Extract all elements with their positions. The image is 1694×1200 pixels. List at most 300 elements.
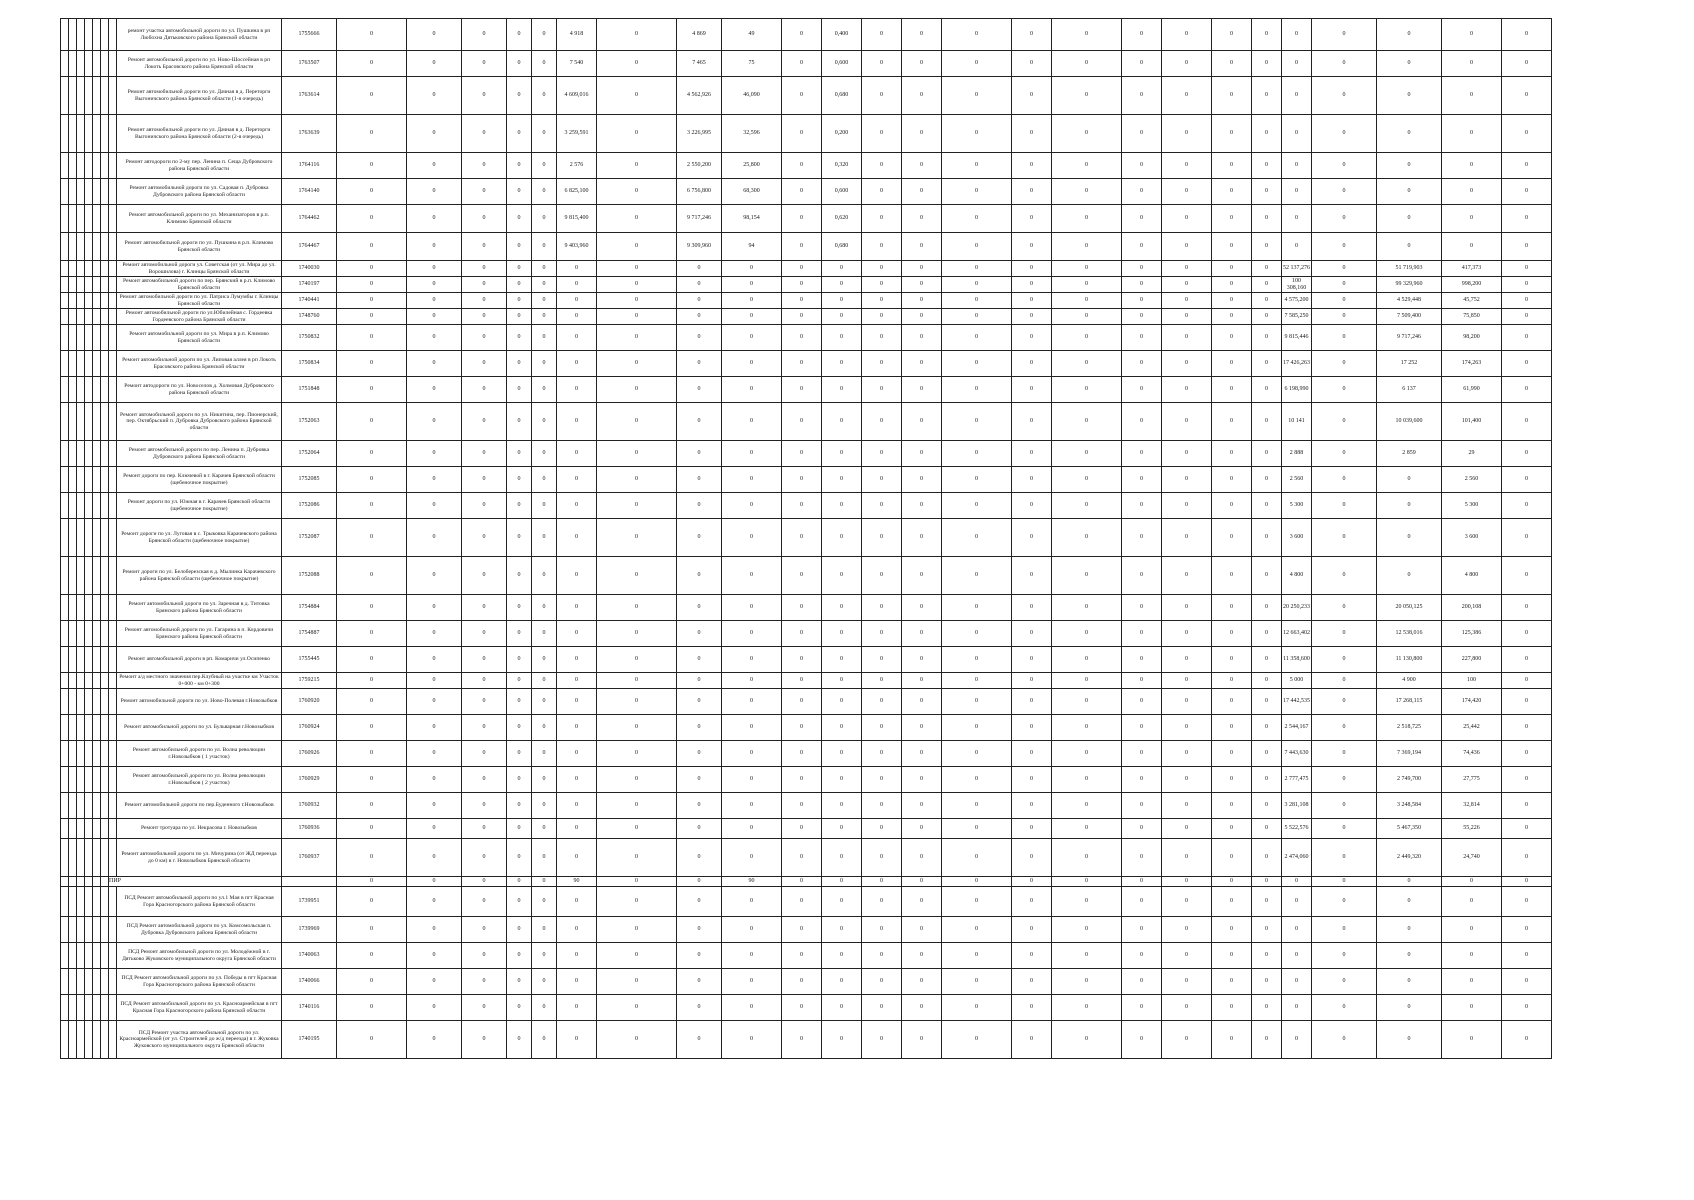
value-cell: 0 <box>337 77 407 115</box>
group-label: ПИР <box>109 877 282 887</box>
value-cell: 0 <box>902 877 942 887</box>
value-cell: 0 <box>902 969 942 995</box>
value-cell: 0 <box>1502 689 1552 715</box>
value-cell: 99 329,960 <box>1377 277 1442 293</box>
value-cell: 0 <box>1122 995 1162 1021</box>
value-cell: 0 <box>597 647 677 673</box>
value-cell: 0 <box>942 77 1012 115</box>
value-cell: 0 <box>1052 377 1122 403</box>
value-cell: 0 <box>1012 51 1052 77</box>
value-cell: 0 <box>1252 943 1282 969</box>
table-row <box>61 351 1592 377</box>
value-cell: 0 <box>337 887 407 917</box>
value-cell: 0 <box>407 441 462 467</box>
value-cell: 17 268,115 <box>1377 689 1442 715</box>
object-code-cell: 1752064 <box>282 441 337 467</box>
value-cell: 0 <box>532 309 557 325</box>
value-cell: 0 <box>1252 595 1282 621</box>
spacer-cell <box>85 995 93 1021</box>
value-cell: 0 <box>722 441 782 467</box>
value-cell: 0 <box>822 309 862 325</box>
value-cell: 0 <box>1312 351 1377 377</box>
spacer-cell <box>61 309 69 325</box>
value-cell: 0 <box>1052 917 1122 943</box>
value-cell: 0 <box>462 689 507 715</box>
spacer-cell <box>61 767 69 793</box>
value-cell: 0 <box>1312 309 1377 325</box>
value-cell: 0 <box>597 51 677 77</box>
value-cell: 0 <box>942 689 1012 715</box>
value-cell: 5 000 <box>1282 673 1312 689</box>
value-cell: 0 <box>1122 115 1162 153</box>
value-cell: 0 <box>462 1021 507 1059</box>
value-cell: 0 <box>1212 467 1252 493</box>
value-cell: 200,108 <box>1442 595 1502 621</box>
spacer-cell <box>69 673 77 689</box>
value-cell: 0 <box>462 277 507 293</box>
value-cell: 0 <box>1312 1021 1377 1059</box>
value-cell: 0 <box>722 621 782 647</box>
value-cell: 0 <box>782 233 822 261</box>
value-cell: 61,990 <box>1442 377 1502 403</box>
value-cell: 0 <box>337 715 407 741</box>
spacer-cell <box>101 351 109 377</box>
value-cell: 0 <box>597 293 677 309</box>
value-cell: 98,154 <box>722 205 782 233</box>
object-name-cell: Ремонт автомобильной дороги по ул. Садовая п. Дубровка Дубровского района Брянской области <box>117 179 282 205</box>
value-cell: 0 <box>1122 277 1162 293</box>
value-cell: 0 <box>862 493 902 519</box>
spacer-cell <box>77 179 85 205</box>
value-cell: 0 <box>557 839 597 877</box>
value-cell: 0 <box>677 377 722 403</box>
value-cell: 24,740 <box>1442 839 1502 877</box>
value-cell: 4 800 <box>1442 557 1502 595</box>
value-cell: 4 900 <box>1377 673 1442 689</box>
value-cell: 0 <box>1377 493 1442 519</box>
spacer-cell <box>61 1021 69 1059</box>
value-cell: 5 467,350 <box>1377 819 1442 839</box>
value-cell: 0 <box>782 19 822 51</box>
value-cell: 0 <box>1312 377 1377 403</box>
spacer-cell <box>109 519 117 557</box>
value-cell: 0 <box>1502 179 1552 205</box>
value-cell: 0 <box>1252 557 1282 595</box>
value-cell: 0 <box>1502 741 1552 767</box>
value-cell: 0 <box>1012 179 1052 205</box>
value-cell: 0 <box>557 741 597 767</box>
spacer-cell <box>85 51 93 77</box>
spacer-cell <box>93 77 101 115</box>
value-cell: 0 <box>1162 233 1212 261</box>
object-code-cell: 1739951 <box>282 887 337 917</box>
value-cell: 0 <box>1012 621 1052 647</box>
value-cell: 0 <box>507 441 532 467</box>
value-cell: 0 <box>407 595 462 621</box>
value-cell: 0 <box>782 557 822 595</box>
spacer-cell <box>77 351 85 377</box>
value-cell: 0 <box>1502 205 1552 233</box>
table-row <box>61 595 1592 621</box>
table-row <box>61 557 1592 595</box>
value-cell: 0 <box>337 793 407 819</box>
table-row <box>61 519 1592 557</box>
spacer-cell <box>77 819 85 839</box>
object-code-cell: 1740030 <box>282 261 337 277</box>
spacer-cell <box>61 819 69 839</box>
table-row <box>61 277 1592 293</box>
spacer-cell <box>69 519 77 557</box>
value-cell: 0 <box>1052 621 1122 647</box>
value-cell: 0 <box>822 877 862 887</box>
value-cell: 0 <box>532 1021 557 1059</box>
value-cell: 9 815,446 <box>1282 325 1312 351</box>
value-cell: 0 <box>1052 887 1122 917</box>
value-cell: 0 <box>532 467 557 493</box>
value-cell: 0 <box>462 767 507 793</box>
document-sheet <box>60 18 1592 1059</box>
spacer-cell <box>93 673 101 689</box>
value-cell: 0 <box>532 293 557 309</box>
value-cell: 0 <box>1312 621 1377 647</box>
value-cell: 0 <box>722 493 782 519</box>
spacer-cell <box>61 261 69 277</box>
value-cell: 0 <box>407 839 462 877</box>
object-code-cell: 1764140 <box>282 179 337 205</box>
value-cell: 0 <box>1012 467 1052 493</box>
value-cell: 0 <box>1012 969 1052 995</box>
value-cell: 0 <box>597 839 677 877</box>
value-cell: 0 <box>1502 839 1552 877</box>
value-cell: 0 <box>1377 233 1442 261</box>
value-cell: 0 <box>862 351 902 377</box>
value-cell: 0 <box>337 995 407 1021</box>
value-cell: 0 <box>942 595 1012 621</box>
value-cell: 90 <box>722 877 782 887</box>
spacer-cell <box>109 441 117 467</box>
value-cell: 0 <box>407 917 462 943</box>
value-cell: 0 <box>862 557 902 595</box>
value-cell: 0 <box>507 261 532 277</box>
value-cell: 0 <box>1122 595 1162 621</box>
value-cell: 0 <box>1442 153 1502 179</box>
value-cell: 0 <box>1212 77 1252 115</box>
value-cell: 0 <box>1252 839 1282 877</box>
spacer-cell <box>93 441 101 467</box>
value-cell: 0 <box>1377 969 1442 995</box>
spacer-cell <box>109 467 117 493</box>
table-row <box>61 917 1592 943</box>
value-cell: 0 <box>507 877 532 887</box>
value-cell: 0 <box>1052 277 1122 293</box>
value-cell: 0 <box>407 233 462 261</box>
spacer-cell <box>77 377 85 403</box>
value-cell: 0 <box>1052 557 1122 595</box>
value-cell: 0 <box>677 325 722 351</box>
spacer-cell <box>101 621 109 647</box>
value-cell: 0 <box>822 819 862 839</box>
value-cell: 0 <box>862 179 902 205</box>
value-cell: 0 <box>677 595 722 621</box>
value-cell: 0 <box>1162 943 1212 969</box>
value-cell: 0 <box>1122 377 1162 403</box>
spacer-cell <box>85 277 93 293</box>
value-cell: 0 <box>1502 519 1552 557</box>
value-cell: 0 <box>1377 115 1442 153</box>
spacer-cell <box>93 715 101 741</box>
value-cell: 0 <box>337 467 407 493</box>
value-cell: 0 <box>822 441 862 467</box>
value-cell: 0 <box>507 293 532 309</box>
spacer-cell <box>93 557 101 595</box>
spacer-cell <box>109 595 117 621</box>
spacer-cell <box>85 325 93 351</box>
value-cell: 0 <box>1212 943 1252 969</box>
value-cell: 0 <box>677 519 722 557</box>
spacer-cell <box>93 689 101 715</box>
value-cell: 0 <box>1052 325 1122 351</box>
value-cell: 0 <box>1282 1021 1312 1059</box>
value-cell: 9 309,960 <box>677 233 722 261</box>
value-cell: 0 <box>1122 839 1162 877</box>
value-cell: 0 <box>782 261 822 277</box>
spacer-cell <box>69 741 77 767</box>
value-cell: 0 <box>1377 19 1442 51</box>
value-cell: 0 <box>1442 917 1502 943</box>
value-cell: 0 <box>1442 77 1502 115</box>
value-cell: 0 <box>1252 233 1282 261</box>
value-cell: 0 <box>1442 995 1502 1021</box>
spacer-cell <box>93 1021 101 1059</box>
spacer-cell <box>85 403 93 441</box>
value-cell: 6 825,100 <box>557 179 597 205</box>
value-cell: 0 <box>597 261 677 277</box>
group-row <box>61 877 1592 887</box>
value-cell: 0 <box>822 887 862 917</box>
value-cell: 0 <box>677 351 722 377</box>
spacer-cell <box>61 741 69 767</box>
value-cell: 0 <box>407 943 462 969</box>
value-cell: 0 <box>597 493 677 519</box>
spacer-cell <box>69 767 77 793</box>
value-cell: 0 <box>902 325 942 351</box>
value-cell: 0 <box>1122 261 1162 277</box>
code-cell <box>282 877 337 887</box>
spacer-cell <box>93 467 101 493</box>
table-row <box>61 493 1592 519</box>
value-cell: 27,775 <box>1442 767 1502 793</box>
value-cell: 0 <box>1252 293 1282 309</box>
spacer-cell <box>69 877 77 887</box>
value-cell: 0 <box>337 621 407 647</box>
value-cell: 0 <box>507 115 532 153</box>
value-cell: 0 <box>1252 325 1282 351</box>
value-cell: 0 <box>822 917 862 943</box>
spacer-cell <box>85 595 93 621</box>
value-cell: 7 540 <box>557 51 597 77</box>
value-cell: 0 <box>532 969 557 995</box>
value-cell: 0 <box>462 309 507 325</box>
value-cell: 0 <box>1052 673 1122 689</box>
object-code-cell: 1763614 <box>282 77 337 115</box>
value-cell: 0 <box>1212 647 1252 673</box>
value-cell: 25,442 <box>1442 715 1502 741</box>
value-cell: 0 <box>1012 767 1052 793</box>
value-cell: 0 <box>507 887 532 917</box>
value-cell: 0 <box>337 877 407 887</box>
value-cell: 0 <box>822 793 862 819</box>
value-cell: 0 <box>942 741 1012 767</box>
spacer-cell <box>85 77 93 115</box>
object-code-cell: 1740195 <box>282 1021 337 1059</box>
value-cell: 0 <box>557 673 597 689</box>
value-cell: 0 <box>337 969 407 995</box>
value-cell: 0 <box>1212 819 1252 839</box>
value-cell: 0 <box>1122 1021 1162 1059</box>
value-cell: 0 <box>532 689 557 715</box>
value-cell: 0 <box>507 51 532 77</box>
spacer-cell <box>77 621 85 647</box>
object-code-cell: 1752063 <box>282 403 337 441</box>
value-cell: 0 <box>822 261 862 277</box>
value-cell: 0 <box>337 179 407 205</box>
value-cell: 0 <box>1312 969 1377 995</box>
value-cell: 0 <box>1252 19 1282 51</box>
object-code-cell: 1763639 <box>282 115 337 153</box>
spacer-cell <box>109 179 117 205</box>
spacer-cell <box>61 51 69 77</box>
value-cell: 0 <box>942 793 1012 819</box>
object-code-cell: 1740197 <box>282 277 337 293</box>
spacer-cell <box>61 715 69 741</box>
value-cell: 998,200 <box>1442 277 1502 293</box>
value-cell: 0 <box>1012 77 1052 115</box>
value-cell: 0 <box>942 325 1012 351</box>
value-cell: 2 576 <box>557 153 597 179</box>
value-cell: 0 <box>1312 877 1377 887</box>
value-cell: 0 <box>1012 995 1052 1021</box>
spacer-cell <box>77 995 85 1021</box>
object-name-cell: ПСД Ремонт автомобильной дороги по ул. Победы в пгт Красная Гора Красногорского района Брянской области <box>117 969 282 995</box>
value-cell: 0 <box>902 179 942 205</box>
value-cell: 0 <box>462 969 507 995</box>
value-cell: 0 <box>1212 377 1252 403</box>
object-name-cell: Ремонт автомобильной дороги по пер. Брянский в р.п. Климово Брянской области <box>117 277 282 293</box>
value-cell: 0 <box>822 995 862 1021</box>
value-cell: 0 <box>1502 621 1552 647</box>
value-cell: 0 <box>1377 77 1442 115</box>
value-cell: 0 <box>597 403 677 441</box>
value-cell: 0 <box>862 793 902 819</box>
value-cell: 0 <box>1012 153 1052 179</box>
spacer-cell <box>109 205 117 233</box>
object-code-cell: 1760924 <box>282 715 337 741</box>
value-cell: 0 <box>1162 403 1212 441</box>
spacer-cell <box>77 969 85 995</box>
table-row <box>61 839 1592 877</box>
value-cell: 0 <box>1012 293 1052 309</box>
value-cell: 0 <box>1012 689 1052 715</box>
value-cell: 0 <box>1502 377 1552 403</box>
value-cell: 0 <box>1012 377 1052 403</box>
value-cell: 0 <box>942 557 1012 595</box>
spacer-cell <box>85 493 93 519</box>
value-cell: 0 <box>862 595 902 621</box>
value-cell: 0 <box>782 77 822 115</box>
value-cell: 0 <box>862 741 902 767</box>
value-cell: 0 <box>462 377 507 403</box>
spacer-cell <box>61 595 69 621</box>
spacer-cell <box>101 793 109 819</box>
value-cell: 0 <box>597 179 677 205</box>
value-cell: 0 <box>407 819 462 839</box>
value-cell: 0 <box>1052 293 1122 309</box>
value-cell: 0 <box>1442 115 1502 153</box>
value-cell: 0 <box>902 277 942 293</box>
value-cell: 0 <box>1212 261 1252 277</box>
value-cell: 0,620 <box>822 205 862 233</box>
value-cell: 0 <box>1282 887 1312 917</box>
value-cell: 0 <box>1012 557 1052 595</box>
value-cell: 0 <box>942 819 1012 839</box>
spacer-cell <box>101 673 109 689</box>
value-cell: 0 <box>597 115 677 153</box>
value-cell: 0 <box>677 557 722 595</box>
spacer-cell <box>93 741 101 767</box>
value-cell: 0 <box>1502 115 1552 153</box>
table-row <box>61 309 1592 325</box>
value-cell: 0 <box>942 293 1012 309</box>
value-cell: 0 <box>1212 179 1252 205</box>
value-cell: 0 <box>532 441 557 467</box>
value-cell: 0 <box>1052 689 1122 715</box>
value-cell: 0 <box>1312 233 1377 261</box>
value-cell: 0 <box>532 277 557 293</box>
spacer-cell <box>85 205 93 233</box>
value-cell: 0 <box>1122 441 1162 467</box>
value-cell: 0 <box>1052 261 1122 277</box>
value-cell: 0 <box>782 793 822 819</box>
value-cell: 0 <box>532 493 557 519</box>
value-cell: 0 <box>407 1021 462 1059</box>
value-cell: 0 <box>557 557 597 595</box>
value-cell: 0 <box>407 767 462 793</box>
value-cell: 0 <box>942 277 1012 293</box>
value-cell: 0 <box>407 969 462 995</box>
value-cell: 0 <box>337 293 407 309</box>
value-cell: 0 <box>557 351 597 377</box>
spacer-cell <box>61 647 69 673</box>
value-cell: 0 <box>902 767 942 793</box>
value-cell: 0 <box>1162 969 1212 995</box>
value-cell: 0 <box>1252 621 1282 647</box>
spacer-cell <box>85 767 93 793</box>
object-code-cell: 1764116 <box>282 153 337 179</box>
value-cell: 0 <box>1052 741 1122 767</box>
value-cell: 0 <box>722 519 782 557</box>
object-name-cell: Ремонт автомобильной дороги по ул. Волна революции г.Новозыбков ( 1 участок) <box>117 741 282 767</box>
spacer-cell <box>101 261 109 277</box>
value-cell: 0 <box>1312 19 1377 51</box>
value-cell: 174,263 <box>1442 351 1502 377</box>
value-cell: 0 <box>1442 51 1502 77</box>
spacer-cell <box>101 467 109 493</box>
value-cell: 0 <box>1312 793 1377 819</box>
value-cell: 0 <box>462 741 507 767</box>
object-code-cell: 1760926 <box>282 741 337 767</box>
value-cell: 0 <box>337 115 407 153</box>
spacer-cell <box>93 595 101 621</box>
